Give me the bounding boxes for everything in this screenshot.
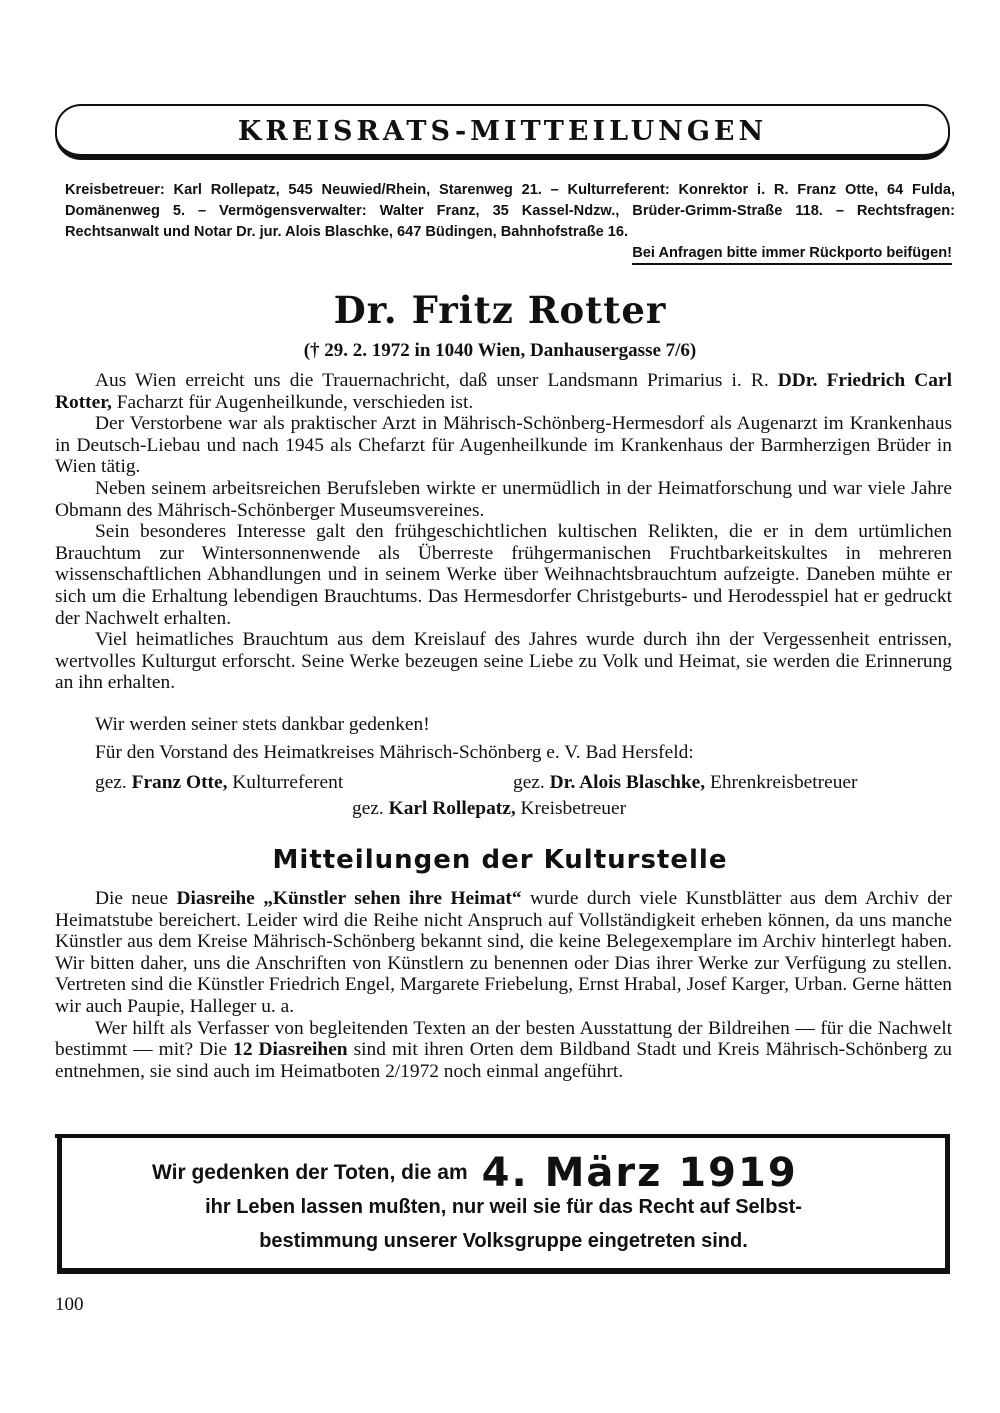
kreisrat-info xyxy=(65,180,955,243)
series-title: Diasreihe „Künstler sehen ihre Heimat“ xyxy=(176,888,522,909)
obituary-paragraph: Sein besonderes Interesse galt den frühgeschichtlichen kultischen Relikten, die er in dem urtümlichen Brauchtum zur Wintersonnenwende als Überreste frühgermanischen Fruchtbarkeitskultes in mehreren wissenschaftlichen Abhandlungen und in seinem Werke über Weihnachtsbrauchtum aufzeigte. Daneben mühte er sich um die Erhaltung lebendigen Brauchtums. Das Hermesdorfer Christgeburts- und Herodesspiel hat er gedruckt der Nachwelt erhalten. xyxy=(55,521,952,629)
info-text-kulturreferent: Konrektor i. R. Franz Otte, 64 Fulda, Domänenweg 5. – xyxy=(65,182,955,219)
header-banner xyxy=(55,104,950,160)
signer-name: Karl Rollepatz, xyxy=(388,798,516,819)
text-run: Facharzt für Augenheilkunde, verschieden ist. xyxy=(111,391,474,413)
info-note: Bei Anfragen bitte immer Rückporto beifügen! xyxy=(632,245,952,265)
info-text-vermoegensverwalter: Walter Franz, 35 Kassel-Ndzw., Brüder-Grimm-Straße 118. – xyxy=(366,203,857,219)
signature-blaschke xyxy=(513,772,857,794)
obituary-paragraph xyxy=(55,370,952,413)
info-text-rechtsfragen: Rechtsanwalt und Notar Dr. jur. Alois Blaschke, 647 Büdingen, Bahnhofstraße 16. xyxy=(65,224,629,240)
memorial-line-3: bestimmung unserer Volksgruppe eingetreten sind. xyxy=(259,1230,748,1252)
info-text-kreisbetreuer: Karl Rollepatz, 545 Neuwied/Rhein, Starenweg 21. – xyxy=(164,182,568,198)
series-count: 12 Diasreihen xyxy=(233,1039,348,1061)
text-run: wurde durch viele Kunstblätter aus dem Archiv der Heimatstube bereichert. Leider wird die Reihe nicht Anspruch auf Vollständigkeit erheben können, da uns manche Künstler aus dem Kreise Mährisch-Schönberg bekannt sind, die keine Belegexemplare im Archiv hinterlegt haben. Wir bitten daher, uns die Anschriften von Künstlern zu benennen oder Dias ihrer Werke zur Verfügung zu stellen. Vertreten sind die Künstler Friedrich Engel, Margarete Friebelung, Ernst Hrabal, Josef Karger, Urban. Gerne hätten wir auch Paupie, Halleger u. a. xyxy=(55,888,952,1017)
text-run: Die neue xyxy=(95,888,177,909)
signer-role: Kreisbetreuer xyxy=(515,798,627,819)
page-number: 100 xyxy=(55,1294,84,1315)
obituary-body xyxy=(55,370,952,694)
closing-board-line: Für den Vorstand des Heimatkreises Mährisch-Schönberg e. V. Bad Hersfeld: xyxy=(95,742,694,763)
header-title: KREISRATS-MITTEILUNGEN xyxy=(237,116,768,147)
text-run: gez. xyxy=(513,772,550,793)
kulturstelle-title: Mitteilungen der Kulturstelle xyxy=(272,845,728,875)
memorial-date: 4. März 1919 xyxy=(481,1150,798,1196)
kulturstelle-body xyxy=(55,888,952,1082)
obituary-paragraph: Viel heimatliches Brauchtum aus dem Kreislauf des Jahres wurde durch ihn der Vergessenheit entrissen, wertvolles Kulturgut erforscht. Seine Werke bezeugen seine Liebe zu Volk und Heimat, sie werden die Erinnerung an ihn erhalten. xyxy=(55,629,952,694)
deceased-name: DDr. Friedrich Carl Rotter, xyxy=(55,370,952,413)
signer-role: Ehrenkreisbetreuer xyxy=(705,772,858,793)
info-label-vermoegensverwalter: Vermögensverwalter: xyxy=(219,203,367,219)
obituary-title: Dr. Fritz Rotter xyxy=(333,288,667,332)
text-run: Aus Wien erreicht uns die Trauernachricht, daß unser Landsmann Primarius i. R. xyxy=(95,370,778,391)
signer-name: Franz Otte, xyxy=(131,772,228,793)
memorial-line-2: ihr Leben lassen mußten, nur weil sie für das Recht auf Selbst- xyxy=(205,1196,802,1218)
info-label-rechtsfragen: Rechtsfragen: xyxy=(856,203,956,219)
text-run: Wer hilft als Verfasser von begleitenden Texten an der besten Ausstattung der Bildreihen — für die Nachwelt bestimmt — mit? Die xyxy=(55,1017,952,1061)
obituary-subtitle: († 29. 2. 1972 in 1040 Wien, Danhausergasse 7/6) xyxy=(303,340,697,361)
kulturstelle-paragraph xyxy=(55,1018,952,1083)
kulturstelle-paragraph xyxy=(55,888,952,1018)
text-run: gez. xyxy=(95,772,132,793)
memorial-row-1 xyxy=(152,1150,798,1196)
signature-rollepatz xyxy=(352,798,626,820)
obituary-paragraph: Neben seinem arbeitsreichen Berufsleben wirkte er unermüdlich in der Heimatforschung und war viele Jahre Obmann des Mährisch-Schönberger Museumsvereines. xyxy=(55,477,952,521)
text-run: gez. xyxy=(352,798,389,819)
memorial-box xyxy=(57,1138,950,1274)
info-label-kulturreferent: Kulturreferent: xyxy=(567,182,670,198)
signature-otte xyxy=(95,772,343,794)
signer-role: Kulturreferent xyxy=(227,772,344,793)
signer-name: Dr. Alois Blaschke, xyxy=(549,772,706,793)
text-run: sind mit ihren Orten dem Bildband Stadt und Kreis Mährisch-Schönberg zu entnehmen, sie sind auch im Heimatboten 2/1972 noch einmal angeführt. xyxy=(55,1039,953,1082)
closing-line: Wir werden seiner stets dankbar gedenken! xyxy=(95,714,430,735)
memorial-line-1: Wir gedenken der Toten, die am xyxy=(152,1161,468,1184)
obituary-paragraph: Der Verstorbene war als praktischer Arzt in Mährisch-Schönberg-Hermesdorf als Augenarzt im Krankenhaus in Deutsch-Liebau und nach 1945 als Chefarzt für Augenheilkunde im Krankenhaus der Barmherzigen Brüder in Wien tätig. xyxy=(55,413,952,478)
info-label-kreisbetreuer: Kreisbetreuer: xyxy=(65,182,165,198)
